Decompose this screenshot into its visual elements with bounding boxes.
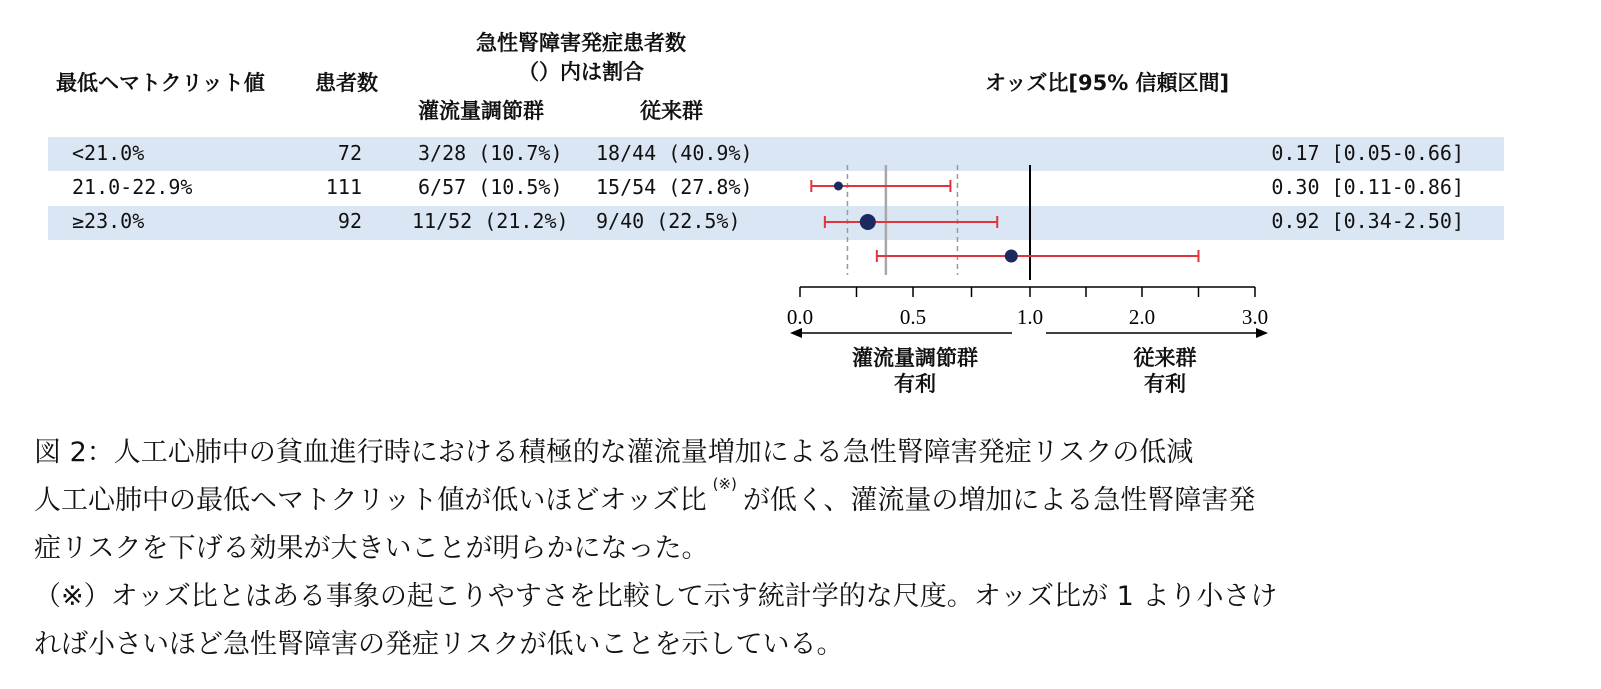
favor-left-label (830, 345, 1000, 397)
caption-line-4: れば小さいほど急性腎障害の発症リスクが低いことを示している。 (34, 629, 844, 660)
point-estimate-3 (1005, 250, 1018, 263)
row1-flow: 3/28 (10.7%) (418, 141, 563, 165)
header-odds-ratio: オッズ比[95% 信頼区間] (985, 71, 1230, 95)
figure-title: 図 2：人工心肺中の貧血進行時における積極的な灌流量増加による急性腎障害発症リスクの低減 (34, 437, 1194, 468)
row2-n: 111 (325, 175, 362, 199)
favor-right-word: 有利 (1144, 372, 1186, 396)
arrow-right-head (1256, 328, 1268, 338)
row1-hct: <21.0% (72, 141, 145, 165)
row3-n: 92 (337, 209, 362, 233)
row3-conv: 9/40 (22.5%) (596, 209, 741, 233)
row1-or: 0.17 [0.05-0.66] (1271, 141, 1464, 165)
point-estimate-1 (834, 182, 843, 191)
header-flow-group: 灌流量調節群 (418, 99, 544, 123)
row3-flow: 11/52 (21.2%) (412, 209, 569, 233)
note-mark: (※) (712, 475, 737, 493)
caption-line-1a: 人工心肺中の最低ヘマトクリット値が低いほどオッズ比 (34, 485, 707, 516)
caption-line-3: （※）オッズ比とはある事象の起こりやすさを比較して示す統計学的な尺度。オッズ比が 1 より小さけ (34, 581, 1278, 612)
row3-hct: ≥23.0% (72, 209, 145, 233)
row3-or: 0.92 [0.34-2.50] (1271, 209, 1464, 233)
favor-right-label (1100, 345, 1230, 397)
caption-line-2: 症リスクを下げる効果が大きいことが明らかになった。 (34, 533, 709, 564)
row1-conv: 18/44 (40.9%) (596, 141, 753, 165)
x-tick-label-4: 2.0 (1128, 305, 1156, 329)
x-tick-label-3: 1.0 (1016, 305, 1044, 329)
header-aki-count: 急性腎障害発症患者数 (476, 31, 686, 55)
favor-left-word: 有利 (894, 372, 936, 396)
header-patient-count: 患者数 (315, 71, 378, 95)
caption-line-1b: が低く、灌流量の増加による急性腎障害発 (742, 485, 1256, 516)
header-conventional-group: 従来群 (640, 99, 703, 123)
arrow-left-head (790, 328, 802, 338)
favor-left-group: 灌流量調節群 (852, 346, 978, 370)
header-hct: 最低ヘマトクリット値 (56, 71, 265, 95)
row1-n: 72 (337, 141, 362, 165)
x-tick-label-5: 3.0 (1241, 305, 1269, 329)
header-aki-note: （）内は割合 (518, 60, 644, 84)
caption-line-1 (34, 475, 1256, 516)
row2-conv: 15/54 (27.8%) (596, 175, 753, 199)
point-estimate-2 (860, 214, 876, 230)
x-tick-label-1: 0.0 (786, 305, 814, 329)
favor-right-group: 従来群 (1133, 346, 1197, 370)
row2-or: 0.30 [0.11-0.86] (1271, 175, 1464, 199)
row2-flow: 6/57 (10.5%) (418, 175, 563, 199)
x-tick-label-2: 0.5 (899, 305, 927, 329)
row2-hct: 21.0-22.9% (72, 175, 193, 199)
